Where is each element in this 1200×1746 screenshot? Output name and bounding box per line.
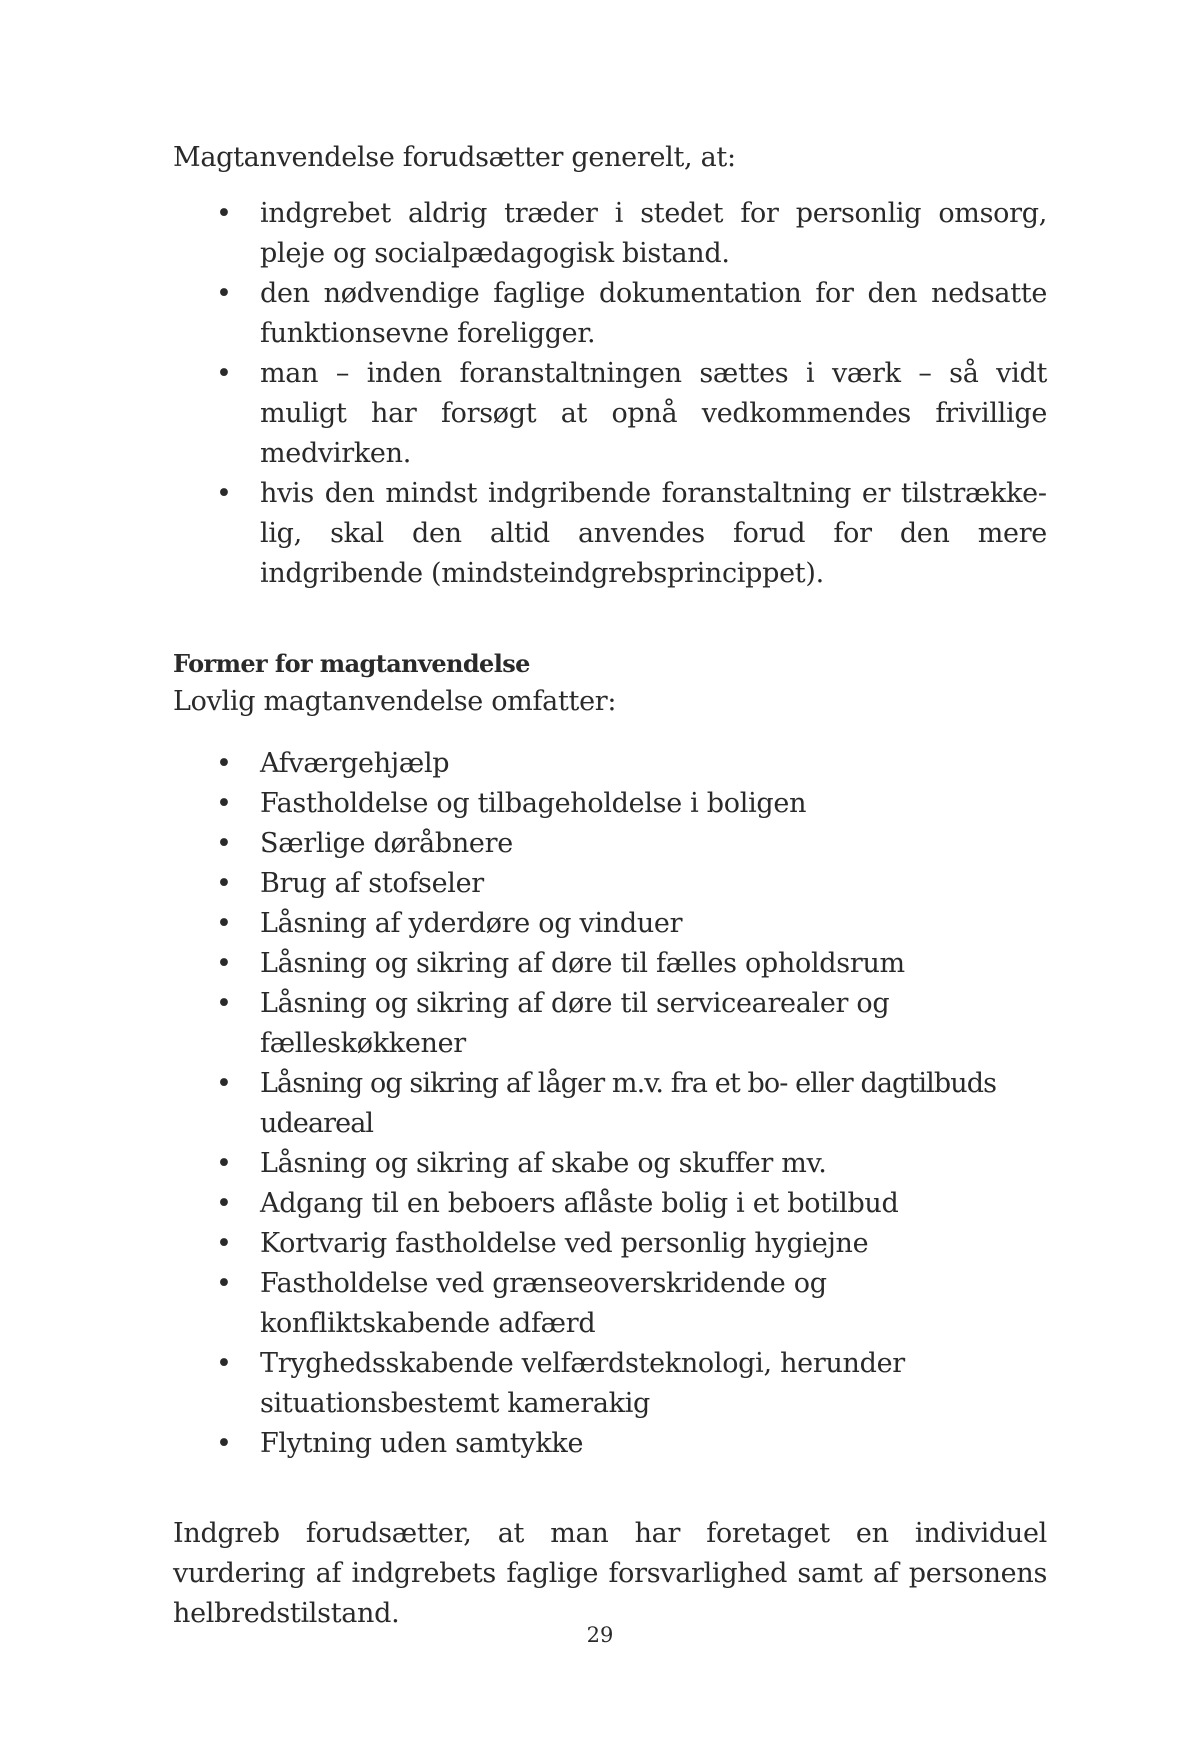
bullet-icon: • [216,1428,232,1459]
list-item: • Låsning og sikring af skabe og skuffer mv. [173,1144,1047,1184]
list-item: • Fastholdelse ved grænseoverskridende og konfliktskabende adfærd [173,1264,1047,1344]
bullet-icon: • [216,1268,232,1299]
bullet-icon: • [216,278,232,309]
section-intro: Lovlig magtanvendelse omfatter: [173,686,617,717]
bullet-icon: • [216,1348,232,1379]
list-item: • Låsning og sikring af låger m.v. fra et bo- eller dagtilbuds udeareal [173,1064,1047,1144]
list-item: • Kortvarig fastholdelse ved personlig hygiejne [173,1224,1047,1264]
page-body [173,138,1047,1634]
list-item: • man – inden foranstaltningen sættes i værk – så vidt muligt har forsøgt at opnå vedkommendes frivillige medvirken. [173,354,1047,474]
list-item: • Brug af stofseler [173,864,1047,904]
intro-paragraph: Magtanvendelse forudsætter generelt, at: [173,142,736,173]
list-item: • Låsning og sikring af døre til fælles opholdsrum [173,944,1047,984]
bullet-icon: • [216,748,232,779]
bullet-icon: • [216,908,232,939]
bullet-icon: • [216,988,232,1019]
list-item: • hvis den mindst indgribende foranstaltning er tilstrækkelig, skal den altid anvendes forud for den mere indgribende (mindsteindgrebsprincippet). [173,474,1047,594]
bullet-icon: • [216,1148,232,1179]
list-item: • indgrebet aldrig træder i stedet for personlig omsorg, pleje og socialpædagogisk bistand. [173,194,1047,274]
bullet-icon: • [216,1188,232,1219]
list-item: • Låsning af yderdøre og vinduer [173,904,1047,944]
list-item: • Tryghedsskabende velfærdsteknologi, herunder situationsbestemt kamerakig [173,1344,1047,1424]
list-item: • Fastholdelse og tilbageholdelse i boligen [173,784,1047,824]
bullet-icon: • [216,1068,232,1099]
bullet-icon: • [216,868,232,899]
section-heading: Former for magtanvendelse [173,649,530,678]
conclusion-paragraph: Indgreb forudsætter, at man har foretaget en individuel vurdering af indgrebets faglige forsvarlighed samt af personens helbredstilstand. [173,1518,1047,1629]
list-item: • Flytning uden samtykke [173,1424,1047,1464]
page-number: 29 [586,1623,614,1647]
bullet-icon: • [216,948,232,979]
list-item: • den nødvendige faglige dokumentation for den nedsatte funktionsevne foreligger. [173,274,1047,354]
bullet-icon: • [216,788,232,819]
bullet-icon: • [216,1228,232,1259]
bullet-icon: • [216,358,232,389]
bullet-icon: • [216,198,232,229]
forms-list [173,744,1047,1464]
bullet-icon: • [216,828,232,859]
bullet-icon: • [216,478,232,509]
list-item: • Afværgehjælp [173,744,1047,784]
list-item: • Særlige døråbnere [173,824,1047,864]
list-item: • Låsning og sikring af døre til servicearealer og fælleskøkkener [173,984,1047,1064]
conditions-list [173,194,1047,594]
list-item: • Adgang til en beboers aflåste bolig i et botilbud [173,1184,1047,1224]
